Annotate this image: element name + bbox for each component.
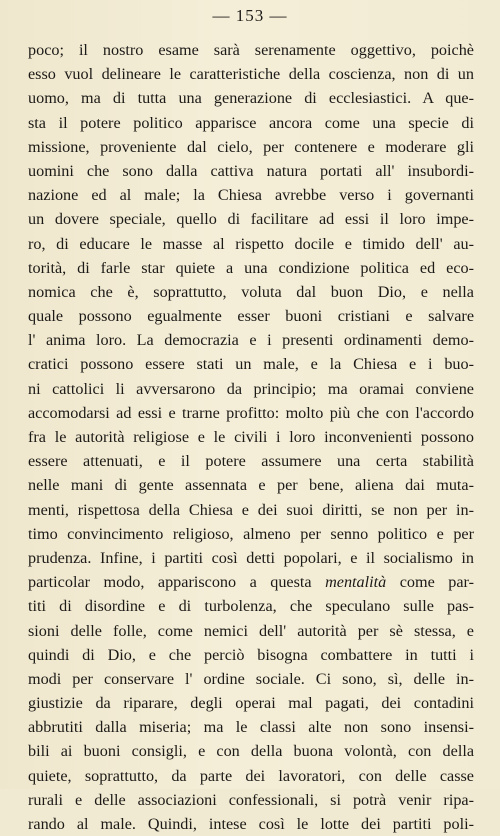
text-line: rando al male. Quindi, intese così le lotte dei partiti poli- <box>28 815 474 833</box>
text-line: prudenza. Infine, i partiti così detti popolari, e il socialismo in <box>28 548 474 567</box>
page-number: — 153 — <box>212 6 288 25</box>
text-line: un dovere speciale, quello di facilitare ad essi il loro impe- <box>28 210 474 229</box>
text-line: quale possono egualmente esser buoni cristiani e salvare <box>28 307 474 326</box>
text-line: nomica che è, soprattutto, voluta dal buon Dio, e nella <box>28 282 474 301</box>
text-line: giustizie da riparare, degli operai mal pagati, dei contadini <box>28 694 474 713</box>
text-line: rurali e delle associazioni confessionali, si potrà venir ripa- <box>28 790 474 809</box>
text-line: bili ai buoni consigli, e con della buona volontà, con della <box>28 742 474 761</box>
text-line: sioni delle folle, come nemici dell' autorità per sè stessa, e <box>28 621 474 640</box>
text-line: abbrutiti dalla miseria; ma le classi alte non sono insensi- <box>28 718 474 737</box>
text-line: accomodarsi ad essi e trarne profitto: molto più che con l'accordo <box>28 403 474 422</box>
text-line: cratici possono essere stati un male, e la Chiesa e i buo- <box>28 355 474 374</box>
text-segment: come par- <box>399 573 474 592</box>
text-line: esso vuol delineare le caratteristiche della coscienza, non di un <box>28 65 474 84</box>
text-line: torità, di farle star quiete a una condizione politica ed eco- <box>28 258 474 277</box>
text-line-with-italic <box>28 570 474 594</box>
text-line: sta il potere politico apparisce ancora come una specie di <box>28 113 474 132</box>
text-line: uomo, ma di tutta una generazione di ecclesiastici. A que- <box>28 89 474 108</box>
text-line: timo convincimento religioso, almeno per senno politico e per <box>28 524 474 543</box>
text-line: nelle mani di gente assennata e per bene, aliena dai muta- <box>28 476 474 495</box>
text-line: poco; il nostro esame sarà serenamente oggettivo, poichè <box>28 41 474 59</box>
text-line: fra le autorità religiose e le civili i loro inconvenienti possono <box>28 428 474 446</box>
text-line: titi di disordine e di turbolenza, che speculano sulle pas- <box>28 597 474 616</box>
text-line: nazione ed al male; la Chiesa avrebbe verso i governanti <box>28 186 474 205</box>
body-text <box>28 38 474 836</box>
text-line: ni cattolici li avversarono da principio; ma oramai conviene <box>28 379 474 398</box>
text-line: uomini che sono dalla cattiva natura portati all' insubordi- <box>28 161 474 180</box>
text-line: missione, proveniente dal cielo, per contenere e moderare gli <box>28 137 474 156</box>
text-line: ro, di educare le masse al rispetto docile e timido dell' au- <box>28 234 474 253</box>
text-line: menti, rispettosa della Chiesa e dei suoi diritti, se non per in- <box>28 500 474 519</box>
text-line: quindi di Dio, e che perciò bisogna combattere in tutti i <box>28 645 474 664</box>
text-line: modi per conservare l' ordine sociale. Ci sono, sì, delle in- <box>28 669 474 688</box>
text-segment: particolar modo, appariscono a questa <box>28 573 312 592</box>
text-line: essere attenuati, e il potere assumere una certa stabilità <box>28 452 474 471</box>
text-line: quiete, soprattutto, da parte dei lavoratori, con delle casse <box>28 766 474 785</box>
italic-word: mentalità <box>325 573 387 592</box>
text-line: l' anima loro. La democrazia e i presenti ordinamenti demo- <box>28 331 474 350</box>
